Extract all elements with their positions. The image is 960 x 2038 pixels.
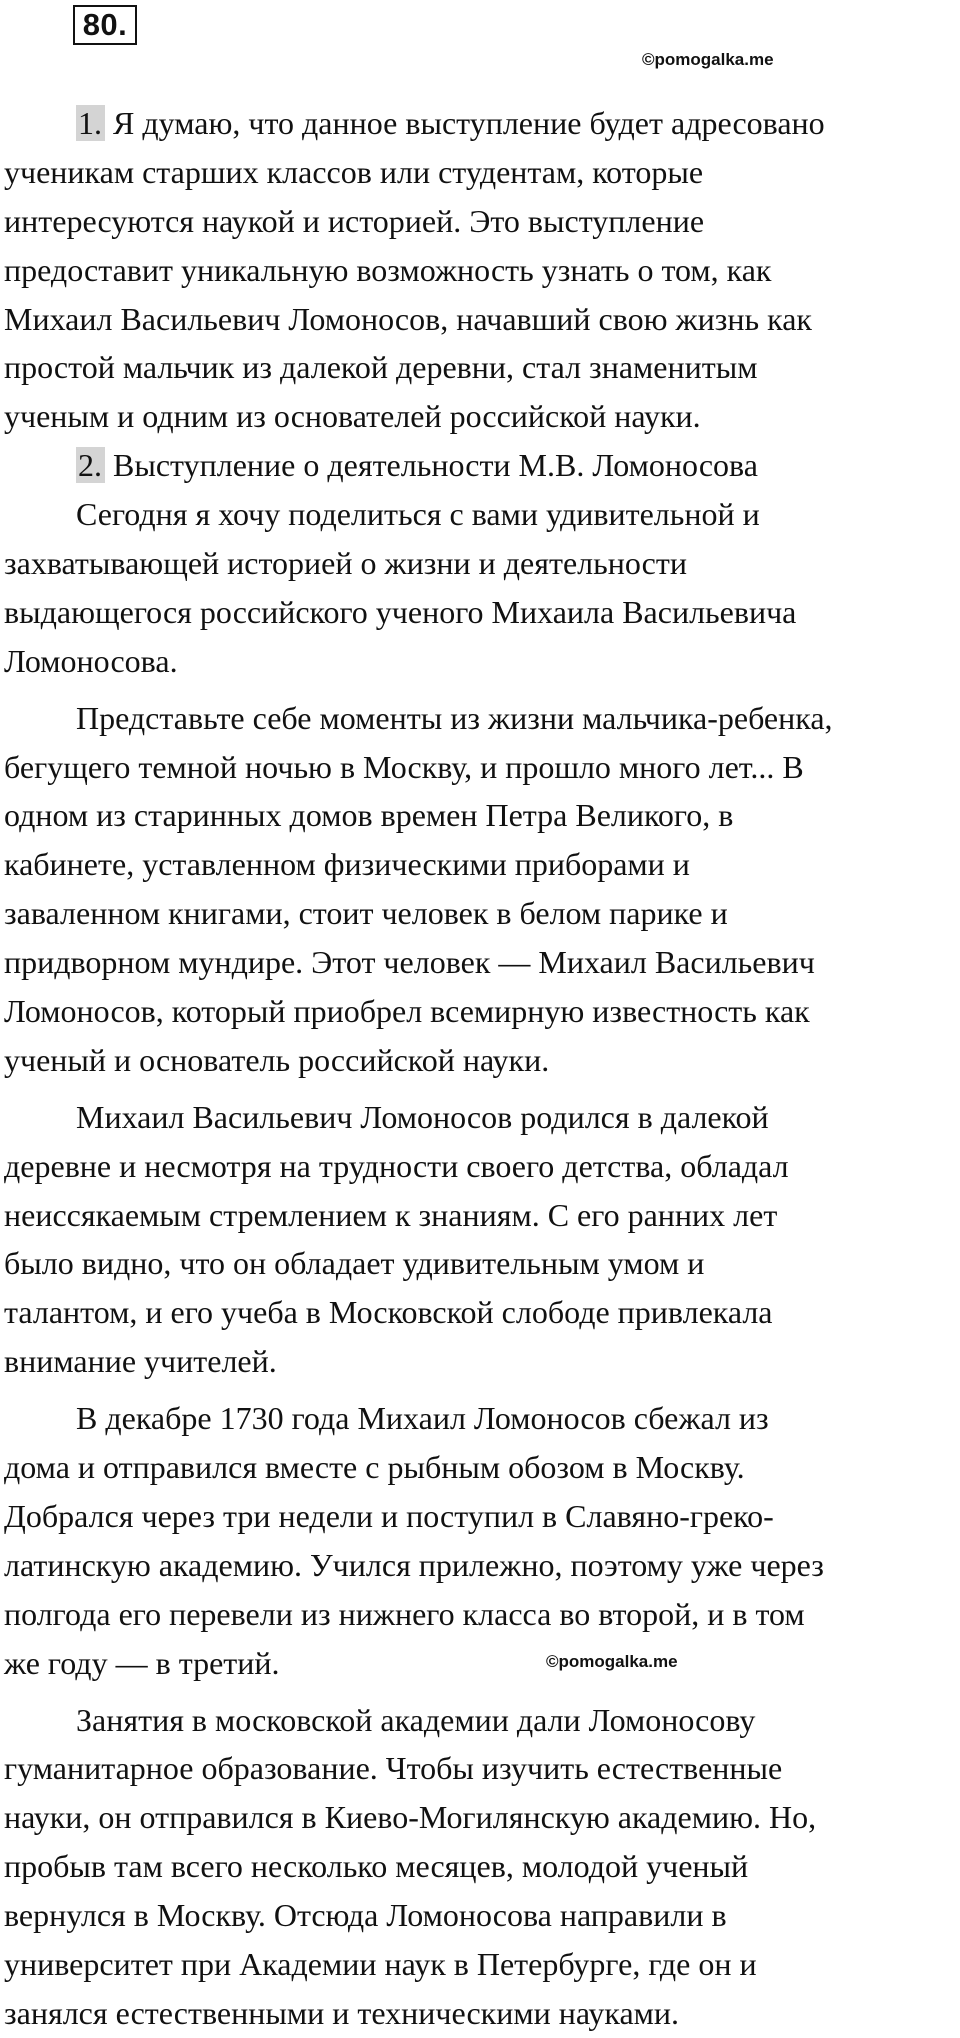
paragraph-line: Сегодня я хочу поделиться с вами удивительной и bbox=[76, 496, 760, 533]
item1-number: 1. bbox=[76, 105, 105, 141]
paragraph-line: занялся естественными и техническими науками. bbox=[4, 1994, 680, 2031]
paragraph-line: Добрался через три недели и поступил в Славяно-греко- bbox=[4, 1497, 774, 1534]
paragraph-line: одном из старинных домов времен Петра Великого, в bbox=[4, 797, 734, 834]
paragraph-line: дома и отправился вместе с рыбным обозом в Москву. bbox=[4, 1449, 745, 1486]
item1-first-line bbox=[4, 99, 954, 148]
item1-line: Я думаю, что данное выступление будет адресовано bbox=[105, 105, 825, 141]
item2-title: Выступление о деятельности М.В. Ломоносова bbox=[105, 447, 758, 484]
watermark-middle: ©pomogalka.me bbox=[546, 1652, 678, 1671]
paragraph-line: Михаил Васильевич Ломоносов родился в далекой bbox=[76, 1098, 769, 1135]
paragraph-line: же году — в третий. bbox=[4, 1644, 280, 1681]
paragraph-line: внимание учителей. bbox=[4, 1343, 277, 1380]
paragraph-line: университет при Академии наук в Петербурге, где он и bbox=[4, 1945, 757, 1982]
item1-line: ученым и одним из основателей российской науки. bbox=[4, 398, 701, 435]
item1-line: ученикам старших классов или студентам, которые bbox=[4, 153, 704, 190]
paragraph-line: придворном мундире. Этот человек — Михаил Васильевич bbox=[4, 944, 815, 981]
paragraph-line: латинскую академию. Учился прилежно, поэтому уже через bbox=[4, 1546, 824, 1583]
paragraph-line: кабинете, уставленном физическими приборами и bbox=[4, 846, 690, 883]
paragraph-line: Ломоносова. bbox=[4, 642, 178, 679]
paragraph-line: науки, он отправился в Киево-Могилянскую академию. Но, bbox=[4, 1799, 817, 1836]
paragraph-line: Ломоносов, который приобрел всемирную известность как bbox=[4, 993, 810, 1030]
watermark-top: ©pomogalka.me bbox=[642, 50, 774, 69]
paragraph-line: было видно, что он обладает удивительным умом и bbox=[4, 1245, 705, 1282]
paragraph-line: Занятия в московской академии дали Ломоносову bbox=[76, 1701, 756, 1738]
paragraph-line: пробыв там всего несколько месяцев, молодой ученый bbox=[4, 1848, 749, 1885]
document-text bbox=[4, 99, 954, 2038]
paragraph-line: неиссякаемым стремлением к знаниям. С его ранних лет bbox=[4, 1196, 778, 1233]
item2-number: 2. bbox=[76, 447, 105, 483]
item1-line: предоставит уникальную возможность узнать о том, как bbox=[4, 251, 772, 288]
paragraph-line: бегущего темной ночью в Москву, и прошло много лет... В bbox=[4, 748, 804, 785]
paragraph-line: Представьте себе моменты из жизни мальчика-ребенка, bbox=[76, 699, 833, 736]
paragraph-line: выдающегося российского ученого Михаила Васильевича bbox=[4, 593, 797, 630]
paragraph-line: заваленном книгами, стоит человек в белом парике и bbox=[4, 895, 728, 932]
paragraph-line: полгода его перевели из нижнего класса во второй, и в том bbox=[4, 1595, 805, 1632]
item2-title-line bbox=[4, 441, 954, 490]
task-number-box: 80. bbox=[73, 5, 137, 45]
paragraph-line: вернулся в Москву. Отсюда Ломоносова направили в bbox=[4, 1897, 727, 1934]
paragraph-line: деревне и несмотря на трудности своего детства, обладал bbox=[4, 1147, 789, 1184]
item1-line: интересуются наукой и историей. Это выступление bbox=[4, 202, 705, 239]
paragraph-line: гуманитарное образование. Чтобы изучить естественные bbox=[4, 1750, 783, 1787]
paragraph-line: талантом, и его учеба в Московской слободе привлекала bbox=[4, 1294, 773, 1331]
item1-line: Михаил Васильевич Ломоносов, начавший свою жизнь как bbox=[4, 300, 812, 337]
paragraph-line: ученый и основатель российской науки. bbox=[4, 1041, 550, 1078]
paragraph-line: В декабре 1730 года Михаил Ломоносов сбежал из bbox=[76, 1400, 769, 1437]
item1-line: простой мальчик из далекой деревни, стал знаменитым bbox=[4, 349, 758, 386]
paragraph-line: захватывающей историей о жизни и деятельности bbox=[4, 545, 687, 582]
